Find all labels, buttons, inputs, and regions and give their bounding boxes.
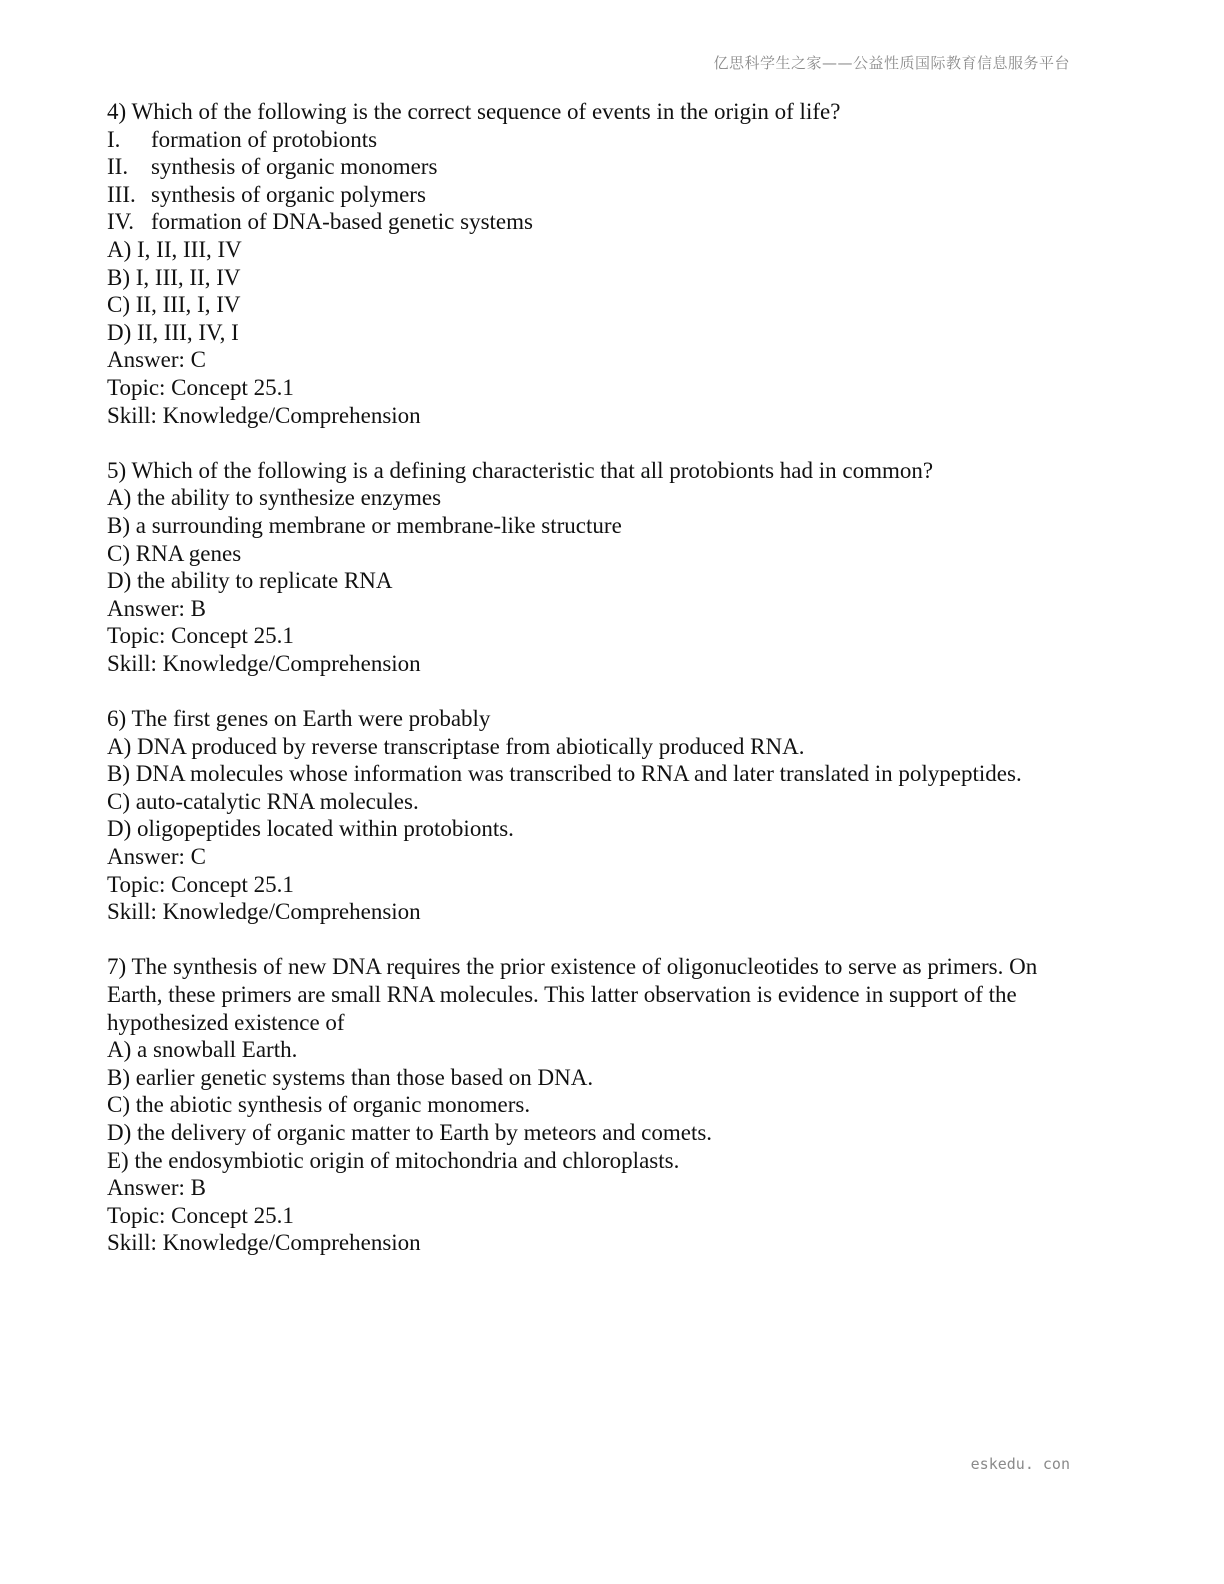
- question-6: [107, 705, 1097, 926]
- roman-item: [107, 126, 1097, 154]
- answer-option: D) oligopeptides located within protobionts.: [107, 816, 514, 842]
- answer-key: Answer: C: [107, 347, 207, 373]
- answer-key: Answer: B: [107, 1175, 207, 1201]
- answer-option: D) the delivery of organic matter to Earth by meteors and comets.: [107, 1119, 713, 1145]
- page-header: 亿思科学生之家——公益性质国际教育信息服务平台: [713, 54, 1070, 72]
- answer-option: C) the abiotic synthesis of organic monomers.: [107, 1092, 531, 1118]
- skill-line: Skill: Knowledge/Comprehension: [107, 650, 421, 676]
- roman-item-text: formation of protobionts: [151, 126, 378, 152]
- roman-numeral: I.: [107, 126, 121, 152]
- answer-option: B) earlier genetic systems than those based on DNA.: [107, 1064, 594, 1090]
- question-7: [107, 953, 1097, 1257]
- skill-line: Skill: Knowledge/Comprehension: [107, 899, 421, 925]
- answer-option: D) II, III, IV, I: [107, 319, 239, 345]
- question-5: [107, 457, 1097, 678]
- answer-option: C) II, III, I, IV: [107, 292, 241, 318]
- skill-line: Skill: Knowledge/Comprehension: [107, 1230, 421, 1256]
- answer-option: B) a surrounding membrane or membrane-like structure: [107, 512, 622, 538]
- answer-option: E) the endosymbiotic origin of mitochondria and chloroplasts.: [107, 1147, 680, 1173]
- roman-numeral: II.: [107, 154, 129, 180]
- answer-option: D) the ability to replicate RNA: [107, 568, 393, 594]
- roman-item-text: synthesis of organic polymers: [151, 181, 426, 207]
- answer-option: A) I, II, III, IV: [107, 236, 242, 262]
- question-4: [107, 98, 1097, 429]
- question-stem: 7) The synthesis of new DNA requires the prior existence of oligonucleotides to serve as primers. On Earth, these primers are small RNA molecules. This latter observation is evidence in support of the hypothesized existence of: [107, 954, 1038, 1035]
- topic-line: Topic: Concept 25.1: [107, 374, 294, 400]
- topic-line: Topic: Concept 25.1: [107, 623, 294, 649]
- roman-numeral: III.: [107, 181, 136, 207]
- answer-option: B) DNA molecules whose information was transcribed to RNA and later translated in polypeptides.: [107, 761, 1022, 787]
- answer-key: Answer: C: [107, 844, 207, 870]
- topic-line: Topic: Concept 25.1: [107, 1202, 294, 1228]
- question-stem: 6) The first genes on Earth were probably: [107, 706, 491, 732]
- question-list: [107, 98, 1097, 1285]
- answer-option: A) DNA produced by reverse transcriptase from abiotically produced RNA.: [107, 733, 805, 759]
- answer-key: Answer: B: [107, 595, 207, 621]
- answer-option: B) I, III, II, IV: [107, 264, 241, 290]
- question-stem: 4) Which of the following is the correct sequence of events in the origin of life?: [107, 99, 841, 124]
- skill-line: Skill: Knowledge/Comprehension: [107, 402, 421, 428]
- roman-item: [107, 181, 1097, 209]
- roman-item: [107, 153, 1097, 181]
- roman-item-text: synthesis of organic monomers: [151, 154, 438, 180]
- roman-item: [107, 208, 1097, 236]
- answer-option: A) the ability to synthesize enzymes: [107, 485, 442, 511]
- answer-option: C) auto-catalytic RNA molecules.: [107, 788, 419, 814]
- page-footer: eskedu. con: [970, 1455, 1070, 1473]
- answer-option: A) a snowball Earth.: [107, 1037, 298, 1063]
- roman-numeral: IV.: [107, 209, 135, 235]
- roman-item-text: formation of DNA-based genetic systems: [151, 209, 533, 235]
- question-stem: 5) Which of the following is a defining characteristic that all protobionts had in common?: [107, 457, 934, 483]
- answer-option: C) RNA genes: [107, 540, 242, 566]
- topic-line: Topic: Concept 25.1: [107, 871, 294, 897]
